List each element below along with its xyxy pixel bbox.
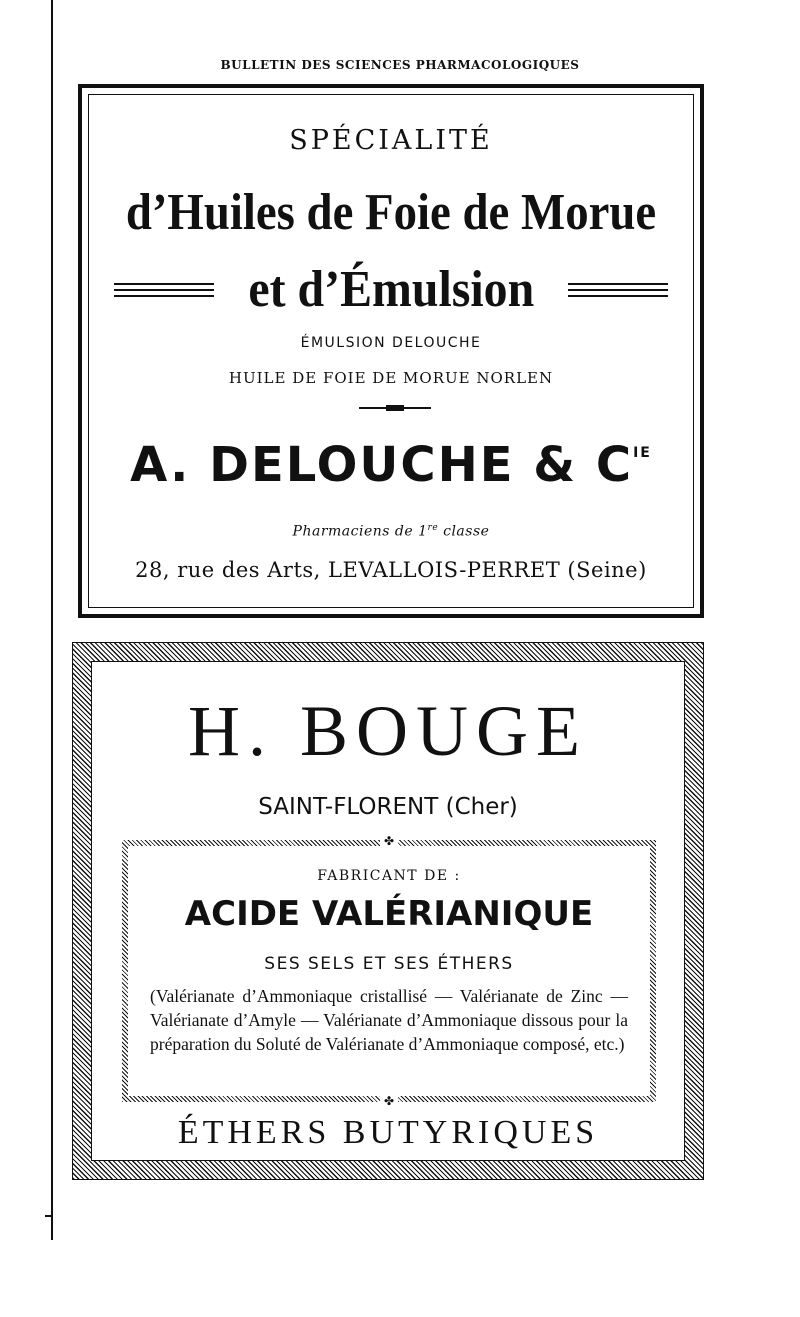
specialite-heading: SPÉCIALITÉ xyxy=(289,125,493,156)
ethers-heading: ÉTHERS BUTYRIQUES xyxy=(177,1114,599,1151)
margin-tick xyxy=(45,1215,53,1217)
running-header: BULLETIN DES SCIENCES PHARMACOLOGIQUES xyxy=(220,58,580,72)
ad1-inner-frame xyxy=(88,94,694,608)
advertisement-bouge xyxy=(72,642,704,1180)
pharmaciens-line: Pharmaciens de 1re classe xyxy=(292,523,490,540)
huiles-heading: d’Huiles de Foie de Morue xyxy=(125,184,657,241)
advertisement-delouche xyxy=(78,84,704,618)
fleuron-icon: ✤ xyxy=(380,1096,398,1106)
sels-line: SES SELS ET SES ÉTHERS xyxy=(264,954,514,974)
huile-norlen: HUILE DE FOIE DE MORUE NORLEN xyxy=(228,369,554,387)
emulsion-delouche: ÉMULSION DELOUCHE xyxy=(300,335,482,351)
bouge-name: H. BOUGE xyxy=(188,691,588,771)
address: 28, rue des Arts, LEVALLOIS-PERRET (Seine) xyxy=(135,558,647,582)
fleuron-icon: ✤ xyxy=(380,836,398,846)
ornament-divider xyxy=(359,407,431,409)
left-rule xyxy=(114,283,214,297)
emulsion-heading: et d’Émulsion xyxy=(248,261,534,318)
right-rule xyxy=(568,283,668,297)
ad2-panel xyxy=(91,661,685,1161)
product-box xyxy=(122,834,656,1108)
details-paragraph: (Valérianate d’Ammoniaque cristallisé — Valérianate de Zinc — Valérianate d’Amyle — Valérianate d’Ammoniaque dissous pour la préparation du Soluté de Valérianate d’Ammoniaque composé, etc.) xyxy=(150,986,628,1054)
location: SAINT-FLORENT (Cher) xyxy=(258,794,518,820)
fabricant-label: FABRICANT DE : xyxy=(317,868,461,884)
acide-heading: ACIDE VALÉRIANIQUE xyxy=(184,894,594,934)
company-name: A. DELOUCHE & $C^{IE}$ xyxy=(130,437,652,493)
emulsion-row xyxy=(89,260,693,319)
margin-rule xyxy=(51,0,53,1240)
